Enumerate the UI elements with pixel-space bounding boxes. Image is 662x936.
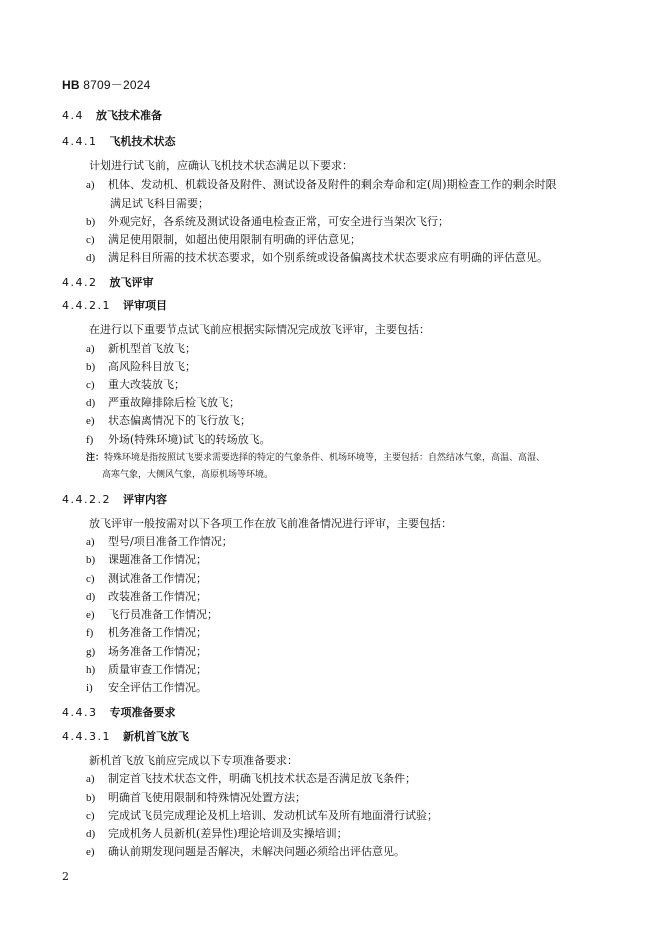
item-label: b) [86, 792, 96, 804]
list-item [86, 807, 438, 823]
section-number: 4.4.2 [62, 276, 98, 289]
item-label: f) [86, 434, 94, 446]
item-label: b) [86, 554, 96, 566]
list-item [86, 533, 233, 549]
paragraph: 放飞评审一般按需对以下各项工作在放飞前准备情况进行评审，主要包括： [89, 517, 452, 530]
paragraph: 在进行以下重要节点试飞前应根据实际情况完成放飞评审，主要包括： [89, 323, 430, 336]
item-label: a) [86, 179, 95, 191]
item-text: 明确首飞使用限制和特殊情况处置方法； [108, 791, 306, 804]
item-label: a) [86, 773, 95, 785]
paragraph: 计划进行试飞前，应确认飞机技术状态满足以下要求： [89, 159, 353, 172]
note-text: 特殊环境是指按照试飞要求需要选择的特定的气象条件、机场环境等，主要包括：自然结冰气象，高温、高湿、 [104, 453, 546, 463]
item-text: 外场(特殊环境)试飞的转场放飞。 [108, 433, 271, 446]
section-title: 放飞技术准备 [96, 109, 162, 122]
list-item [86, 789, 306, 805]
item-text: 重大改装放飞； [108, 378, 185, 391]
list-item-continuation: 满足试飞科目需要； [110, 197, 209, 210]
note [86, 450, 545, 463]
list-item [86, 412, 251, 428]
list-item [86, 570, 207, 586]
item-text: 机务准备工作情况； [108, 626, 207, 639]
item-label: c) [86, 234, 95, 246]
item-text: 状态偏离情况下的飞行放飞； [108, 414, 251, 427]
item-label: d) [86, 828, 96, 840]
item-label: e) [86, 609, 95, 621]
standard-header [62, 76, 150, 93]
list-item [86, 176, 557, 192]
list-item [86, 551, 207, 567]
section-number: 4.4.3.1 [62, 730, 111, 743]
list-item [86, 606, 218, 622]
item-text: 型号/项目准备工作情况； [108, 535, 233, 548]
item-label: e) [86, 846, 95, 858]
section-number: 4.4.1 [62, 135, 98, 148]
item-label: i) [86, 682, 93, 694]
item-text: 完成机务人员新机(差异性)理论培训及实操培训； [108, 827, 348, 840]
item-text: 机体、发动机、机载设备及附件、测试设备及附件的剩余寿命和定(周)期检查工作的剩余时限 [108, 178, 557, 191]
list-item [86, 825, 348, 841]
item-label: e) [86, 415, 95, 427]
list-item [86, 249, 548, 265]
heading-4-4 [62, 107, 162, 123]
page-number: 2 [62, 870, 69, 883]
item-text: 外观完好，各系统及测试设备通电检查正常，可安全进行当架次飞行； [108, 215, 449, 228]
list-item [86, 340, 196, 356]
heading-4-4-2-2 [62, 491, 167, 507]
item-text: 新机型首飞放飞； [108, 342, 196, 355]
item-label: g) [86, 646, 96, 658]
note-label: 注： [86, 453, 105, 463]
item-text: 严重故障排除后检飞放飞； [108, 396, 240, 409]
item-text: 测试准备工作情况； [108, 572, 207, 585]
item-text: 制定首飞技术状态文件，明确飞机技术状态是否满足放飞条件； [108, 772, 416, 785]
standard-code: HB [62, 78, 80, 92]
item-label: a) [86, 343, 95, 355]
list-item [86, 358, 196, 374]
list-item [86, 431, 271, 447]
section-title: 评审内容 [122, 493, 167, 506]
item-label: a) [86, 536, 95, 548]
item-label: h) [86, 664, 96, 676]
item-text: 改装准备工作情况； [108, 590, 207, 603]
list-item [86, 624, 207, 640]
section-number: 4.4.2.2 [62, 493, 111, 506]
section-title: 放飞评审 [109, 276, 154, 289]
item-text: 场务准备工作情况； [108, 645, 207, 658]
section-title: 专项准备要求 [109, 706, 176, 719]
heading-4-4-2-1 [62, 297, 167, 313]
list-item [86, 394, 240, 410]
list-item [86, 231, 361, 247]
section-number: 4.4.3 [62, 706, 98, 719]
list-item [86, 588, 207, 604]
list-item [86, 770, 416, 786]
section-title: 评审项目 [122, 299, 167, 312]
item-text: 飞行员准备工作情况； [108, 608, 218, 621]
list-item [86, 843, 405, 859]
item-text: 高风险科目放飞； [108, 360, 196, 373]
item-label: f) [86, 627, 94, 639]
paragraph: 新机首飞放飞前应完成以下专项准备要求： [89, 754, 298, 767]
item-label: b) [86, 361, 96, 373]
section-title: 飞机技术状态 [109, 135, 176, 148]
item-text: 完成试飞员完成理论及机上培训、发动机试车及所有地面滑行试验； [108, 809, 438, 822]
item-text: 确认前期发现问题是否解决，未解决问题必须给出评估意见。 [108, 845, 405, 858]
item-text: 满足使用限制，如超出使用限制有明确的评估意见； [108, 233, 361, 246]
note-continuation: 高寒气象，大侧风气象，高原机场等环境。 [102, 470, 274, 480]
heading-4-4-3-1 [62, 728, 189, 744]
item-label: b) [86, 216, 96, 228]
list-item [86, 679, 207, 695]
item-text: 质量审查工作情况； [108, 663, 207, 676]
item-label: c) [86, 573, 95, 585]
item-text: 安全评估工作情况。 [108, 681, 207, 694]
heading-4-4-1 [62, 133, 176, 149]
item-label: c) [86, 379, 95, 391]
item-label: d) [86, 591, 96, 603]
section-title: 新机首飞放飞 [122, 730, 189, 743]
standard-number: 8709－2024 [83, 78, 151, 92]
list-item [86, 643, 207, 659]
item-label: d) [86, 397, 96, 409]
list-item [86, 661, 207, 677]
item-text: 满足科目所需的技术状态要求，如个别系统或设备偏离技术状态要求应有明确的评估意见。 [108, 251, 548, 264]
list-item [86, 376, 185, 392]
heading-4-4-2 [62, 274, 154, 290]
section-number: 4.4.2.1 [62, 299, 111, 312]
item-label: c) [86, 810, 95, 822]
heading-4-4-3 [62, 704, 176, 720]
list-item [86, 213, 449, 229]
item-text: 课题准备工作情况； [108, 553, 207, 566]
item-label: d) [86, 252, 96, 264]
section-number: 4.4 [62, 109, 84, 122]
